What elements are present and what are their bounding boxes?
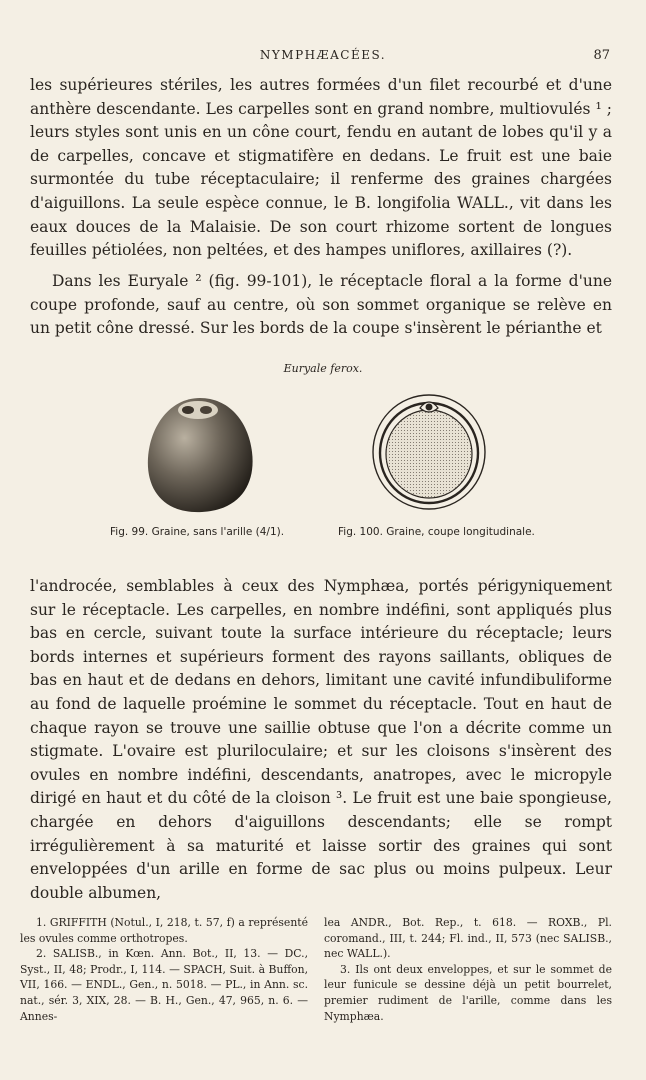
paragraph-1 bbox=[30, 74, 612, 263]
caption-fig-99: Fig. 99. Graine, sans l'arille (4/1). bbox=[110, 526, 285, 538]
footnotes-left-column bbox=[20, 915, 308, 1024]
footnote-2-continued: lea ANDR., Bot. Rep., t. 618. — ROXB., Pl. coromand., III, t. 244; Fl. ind., II, 573 (nec SALISB., nec WALL.). bbox=[324, 916, 612, 961]
paragraph-3-text: l'androcée, semblables à ceux des Nymphæa, portés périgyniquement sur le réceptacle. Les carpelles, en nombre indéfini, sont appliqués plus bas en cercle, suivant toute la surface intérieure du réceptacle; leurs bords internes et supérieurs forment des rayons saillants, obliques de bas en haut et de dedans en dehors, limitant une cavité infundibuliforme au fond de laquelle proémine le sommet du réceptacle. Tout en haut de chaque rayon se trouve une saillie obtuse que l'on a décrite comme un stigmate. L'ovaire est pluriloculaire; et sur les cloisons s'insèrent des ovules en nombre indéfini, descendants, anatropes, avec le micropyle dirigé en haut et du côté de la cloison ³. Le fruit est une baie spongieuse, chargée en dehors d'aiguillons descendants; elle se rompt irrégulièrement à sa maturité et laisse sortir des graines qui sont enveloppées d'un arille en forme de sac plus ou moins pulpeux. Leur double albumen, bbox=[30, 577, 612, 902]
seed-section-illustration bbox=[370, 390, 488, 512]
paragraph-2 bbox=[30, 270, 612, 341]
seed-illustration bbox=[140, 392, 260, 517]
paragraph-3 bbox=[30, 575, 612, 905]
running-title: NYMPHÆACÉES. bbox=[259, 48, 387, 62]
page-number: 87 bbox=[593, 48, 610, 63]
paragraph-2-text: Dans les Euryale ² (fig. 99-101), le réceptacle floral a la forme d'une coupe profonde, sauf au centre, où son sommet organique se relève en un petit cône dressé. Sur les bords de la coupe s'insèrent le périanthe et bbox=[30, 272, 612, 338]
paragraph-1-text: les supérieures stériles, les autres formées d'un filet recourbé et d'une anthère descendante. Les carpelles sont en grand nombre, multiovulés ¹ ; leurs styles sont unis en un cône court, fendu en autant de lobes qu'il y a de carpelles, concave et stigmatifère en dedans. Le fruit est une baie surmontée du tube réceptaculaire; il renferme des graines chargées d'aiguillons. La seule espèce connue, le B. longifolia WALL., vit dans les eaux douces de la Malaisie. De son court rhizome sortent de longues feuilles pétiolées, non peltées, et des hampes uniflores, axillaires (?). bbox=[30, 76, 612, 260]
footnotes-right-column bbox=[324, 915, 612, 1024]
footnote-1: 1. GRIFFITH (Notul., I, 218, t. 57, f) a représenté les ovules comme orthotropes. bbox=[20, 916, 308, 945]
footnote-2: 2. SALISB., in Kœn. Ann. Bot., II, 13. — DC., Syst., II, 48; Prodr., I, 114. — SPACH, Suit. à Buffon, VII, 166. — ENDL., Gen., n. 5018. — PL., in Ann. sc. nat., sér. 3, XIX, 28. — B. H., Gen., 47, 965, n. 6. — Annes- bbox=[20, 947, 308, 1023]
figure-heading: Euryale ferox. bbox=[283, 362, 363, 375]
running-head bbox=[0, 46, 646, 66]
footnote-3: 3. Ils ont deux enveloppes, et sur le sommet de leur funicule se dessine déjà un petit bourrelet, premier rudiment de l'arille, comme dans les Nymphæa. bbox=[324, 962, 612, 1023]
caption-fig-100: Fig. 100. Graine, coupe longitudinale. bbox=[338, 526, 535, 538]
